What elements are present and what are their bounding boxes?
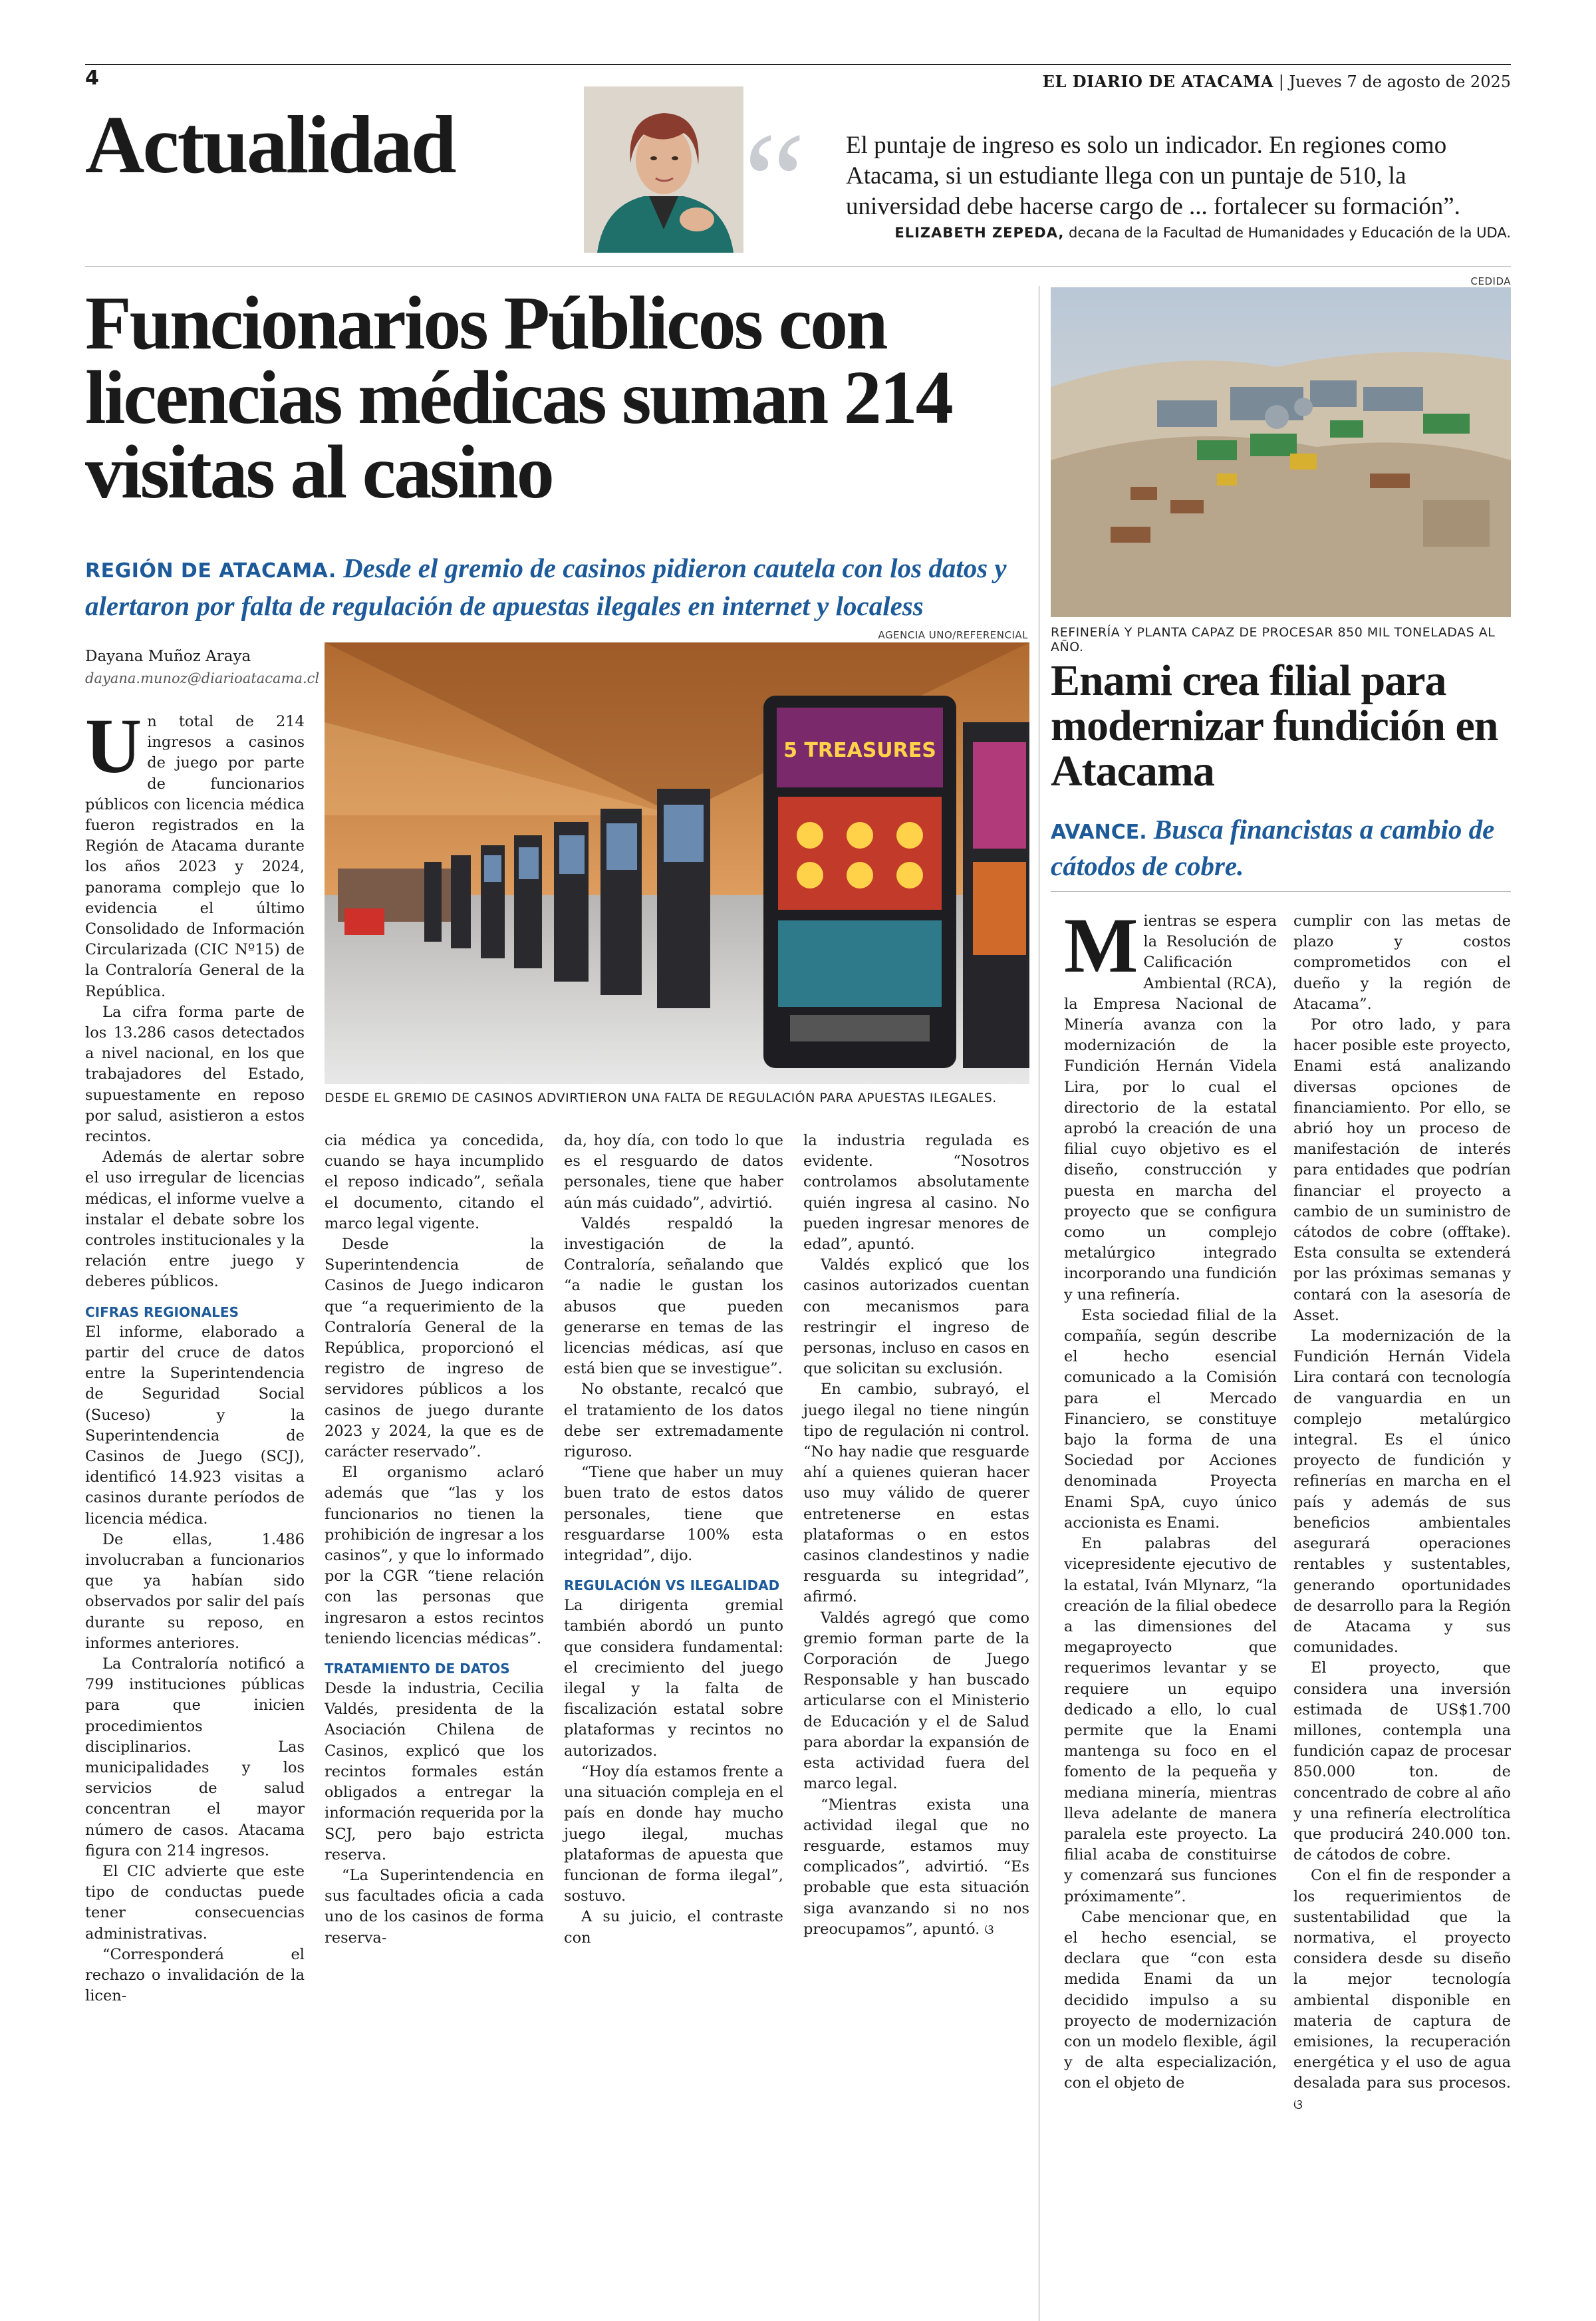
subheading: REGULACIÓN VS ILEGALIDAD [564,1577,780,1594]
paragraph: El proyecto, que considera una inversión estimada de US$1.700 millones, contempla una fundición capaz de procesar 850.000 ton. de concentrado de cobre al año y una refinería electrolítica que producirá 240.000 ton. de cátodos de cobre. [1293,1659,1511,1864]
paragraph: El CIC advierte que este tipo de conductas puede tener consecuencias administrativas. [85,1862,305,1943]
dateline: EL DIARIO DE ATACAMA | Jueves 7 de agosto de 2025 [1042,72,1511,91]
paragraph: Desde la industria, Cecilia Valdés, presidenta de la Asociación Chilena de Casinos, explicó que los recintos formales están obligados a entregar la información requerida por la SCJ, pero bajo estricta reserva. [325,1680,544,1863]
side-column-2 [1293,911,1511,2115]
drop-cap: M [1064,902,1138,989]
quote-author-name: ELIZABETH ZEPEDA, [894,225,1065,241]
paragraph: Mientras se espera la Resolución de Calificación Ambiental (RCA), la Empresa Nacional de Minería avanza con la modernización de la Fundición Hernán Videla Lira, por lo cual el directorio de la estatal aprobó la creación de una filial cuyo objetivo es el diseño, construcción y puesta en marcha del proyecto que se configura como un complejo metalúrgico integrado incorporando una fundición y una refinería. [1064,902,1277,1303]
main-kicker-text: Desde el gremio de casinos pidieron cautela con los datos y alertaron por falta de regulación de apuestas ilegales en internet y localess [85,553,1007,621]
header-divider [85,266,1511,267]
main-column-2 [325,1131,544,1949]
paragraph: cia médica ya concedida, cuando se haya incumplido el reposo indicado”, señala el documento, citando el marco legal vigente. [325,1132,544,1232]
paragraph: No obstante, recalcó que el tratamiento de los datos debe ser extremadamente riguroso. [564,1381,783,1461]
side-photo-credit: CEDIDA [1470,275,1511,287]
main-photo-caption: DESDE EL GREMIO DE CASINOS ADVIRTIERON UNA FALTA DE REGULACIÓN PARA APUESTAS ILEGALES. [325,1091,997,1105]
quote-author [846,225,1511,241]
main-column-4 [803,1131,1029,1940]
paragraph: De ellas, 1.486 involucraban a funcionarios que ya habían sido observados por salir del país durante su reposo, en informes anteriores. [85,1530,305,1652]
issue-date: Jueves 7 de agosto de 2025 [1289,72,1511,91]
subheading: CIFRAS REGIONALES [85,1303,239,1320]
side-kicker [1051,813,1516,883]
side-kicker-tag: AVANCE. [1051,821,1147,844]
paragraph: La modernización de la Fundición Hernán Videla Lira contará con tecnología de vanguardia en un complejo metalúrgico integral. Es el único proyecto de fundición y refinerías en marcha en el país y además de sus beneficios ambientales asegurará operaciones rentables y sustentables, generando oportunidades de desarrollo para la Región de Atacama y sus comunidades. [1293,1327,1511,1657]
paragraph: Esta sociedad filial de la compañía, según describe el hecho esencial comunicado a la Comisión para el Mercado Financiero, se constituye bajo la forma de una Sociedad por Acciones denominada Proyecta Enami SpA, cuyo único accionista es Enami. [1064,1306,1277,1532]
author-email: dayana.munoz@diarioatacama.cl [85,670,320,686]
paragraph: Cabe mencionar que, en el hecho esencial, se declara que “con esta medida Enami da un decidido impulso a su proyecto de modernización con un modelo flexible, ágil y de alta especialización, con el objeto de [1064,1908,1277,2092]
paragraph: Por otro lado, y para hacer posible este proyecto, Enami está analizando diversas opciones de financiamiento. Por ello, se abrió hoy un proceso de manifestación de interés para entidades que podrían financiar el proyecto a cambio de un suministro de cátodos de cobre (offtake). Esta consulta se extenderá por las próximas semanas y contará con la asesoría de Asset. [1293,1016,1511,1324]
refinery-aerial-image [1051,287,1511,617]
main-headline: Funcionarios Públicos con licencias médicas suman 214 visitas al casino [85,281,952,514]
main-kicker-tag: REGIÓN DE ATACAMA. [85,559,336,583]
paragraph: da, hoy día, con todo lo que es el resguardo de datos personales, tiene que haber aún más cuidado”, advirtió. [564,1132,783,1212]
section-title: Actualidad [85,99,455,190]
paragraph: “La Superintendencia en sus facultades oficia a cada uno de los casinos de forma reserva- [325,1866,544,1947]
drop-cap: U [85,702,142,789]
paragraph: Valdés explicó que los casinos autorizados cuentan con mecanismos para restringir el ingreso de personas, incluso en casos en que solicitan su exclusión. [803,1256,1029,1378]
side-column-1 [1064,902,1277,2094]
quote-mark-icon: “ [743,104,806,259]
paragraph: Además de alertar sobre el uso irregular de licencias médicas, el informe vuelve a instalar el debate sobre los controles institucionales y la relación entre juego y deberes públicos. [85,1149,305,1291]
page-number: 4 [85,67,99,90]
slot-machines-image [325,642,1029,1084]
paragraph: La dirigenta gremial también abordó un punto que considera fundamental: el crecimiento del juego ilegal y la falta de fiscalización estatal sobre plataformas y recintos no autorizados. [564,1597,783,1760]
paragraph: Valdés respaldó la investigación de la Contraloría, señalando que “a nadie le gustan los abusos que pueden generarse en temas de las licencias médicas, así que está bien que se investigue”. [564,1214,783,1378]
quote-author-role: decana de la Facultad de Humanidades y Educación de la UDA. [1064,225,1511,241]
newspaper-name: EL DIARIO DE ATACAMA [1042,72,1274,91]
refinery-photo [1051,287,1511,617]
main-column-1 [85,702,305,2006]
paragraph: Con el fin de responder a los requerimientos de sustentabilidad que la normativa, el proyecto considera desde su diseño la mejor tecnología ambiental disponible en materia de captura de emisiones, la recuperación energética y el uso de agua desalada para sus procesos. ଓ [1293,1867,1511,2112]
casino-photo [325,642,1029,1084]
paragraph: La cifra forma parte de los 13.286 casos detectados a nivel nacional, en los que trabajadores del Estado, supuestamente en reposo por salud, asistieron a estos recintos. [85,1003,305,1146]
paragraph: En cambio, subrayó, el juego ilegal no tiene ningún tipo de regulación ni control. “No hay nadie que resguarde ahí a quienes quieran hacer uso muy válido de querer entretenerse en estas plataformas o en estos casinos clandestinos y nadie resguarda su integridad”, afirmó. [803,1381,1029,1606]
byline: Dayana Muñoz Araya [85,648,251,665]
main-column-3 [564,1131,783,1949]
paragraph: En palabras del vicepresidente ejecutivo de la estatal, Iván Mlynarz, “la creación de la filial obedece a las dimensiones del megaproyecto que requerimos levantar y se requiere un equipo dedicado a ello, lo cual permite que la Enami mantenga su foco en el fomento de la pequeña y mediana minería, mientras lleva adelante de manera paralela este proyecto. La filial acaba de constituirse y comenzará sus funciones próximamente”. [1064,1535,1277,1905]
paragraph: “Corresponderá el rechazo o invalidación de la licen- [85,1945,305,2005]
paragraph: Un total de 214 ingresos a casinos de juego por parte de funcionarios públicos con licencia médica fueron registrados en la Región de Atacama durante los años 2023 y 2024, panorama complejo que lo evidencia el último Consolidado de Información Circularizada (CIC Nº15) de la Contraloría General de la República. [85,702,305,1000]
end-mark-icon: ଓ [984,1921,994,1937]
paragraph: El informe, elaborado a partir del cruce de datos entre la Superintendencia de Seguridad Social (Suceso) y la Superintendencia de Casinos de Juego (SCJ), identificó 14.923 visitas a casinos durante períodos de licencia médica. [85,1323,305,1528]
paragraph: La Contraloría notificó a 799 instituciones públicas para que inicien procedimientos disciplinarios. Las municipalidades y los servicios de salud concentran el mayor número de casos. Atacama figura con 214 ingresos. [85,1655,305,1859]
side-headline: Enami crea filial para modernizar fundición en Atacama [1051,656,1498,795]
paragraph: “Tiene que haber un muy buen trato de estos datos personales, tiene que resguardarse 100% esta integridad”, dijo. [564,1464,783,1565]
paragraph: El organismo aclaró además que “las y los funcionarios no tienen la prohibición de ingresar a los casinos”, y que lo informado por la CGR “tiene relación con las personas que ingresaron a estos recintos teniendo licencias médicas”. [325,1464,544,1647]
paragraph: Desde la Superintendencia de Casinos de Juego indicaron que “a requerimiento de la Contraloría General de la República, proporcionó el registro de ingreso de servidores públicos a los casinos de juego durante 2023 y 2024, la que es de carácter reservado”. [325,1236,544,1461]
main-photo-credit: AGENCIA UNO/REFERENCIAL [878,629,1028,641]
top-rule [85,64,1511,65]
subheading: TRATAMIENTO DE DATOS [325,1661,510,1677]
machine-sign-text: 5 TREASURES [783,739,936,762]
woman-portrait-image [584,86,743,253]
paragraph: cumplir con las metas de plazo y costos comprometidos con el dueño y la región de Atacama”. [1293,912,1511,1013]
side-kicker-text: Busca financistas a cambio de cátodos de cobre. [1051,814,1495,881]
side-photo-caption: REFINERÍA Y PLANTA CAPAZ DE PROCESAR 850 MIL TONELADAS AL AÑO. [1051,625,1496,654]
paragraph: la industria regulada es evidente. “Nosotros controlamos absolutamente quién ingresa al casino. No pueden ingresar menores de edad”, apuntó. [803,1132,1029,1254]
main-kicker [85,551,1036,623]
end-mark-icon: ଓ [1293,2096,1303,2112]
paragraph: Valdés agregó que como gremio forman parte de la Corporación de Juego Responsable y han buscado articularse con el Ministerio de Educación y el de Salud para abordar la expansión de esta actividad fuera del marco legal. [803,1609,1029,1793]
paragraph: “Mientras exista una actividad ilegal que no resguarde, estamos muy complicados”, advirtió. “Es probable que esta situación siga avanzando si no nos preocupamos”, apuntó. ଓ [803,1796,1029,1938]
pull-quote-text: El puntaje de ingreso es solo un indicador. En regiones como Atacama, si un estudiante llega con un puntaje de 510, la universidad debe hacerse cargo de ... fortalecer su formación”. [846,132,1460,220]
side-divider [1051,891,1511,892]
paragraph: “Hoy día estamos frente a una situación compleja en el país en donde hay mucho juego ilegal, muchas plataformas de apuesta que funcionan de forma ilegal”, sostuvo. [564,1762,783,1905]
quote-portrait [584,86,743,253]
paragraph: A su juicio, el contraste con [564,1908,783,1947]
